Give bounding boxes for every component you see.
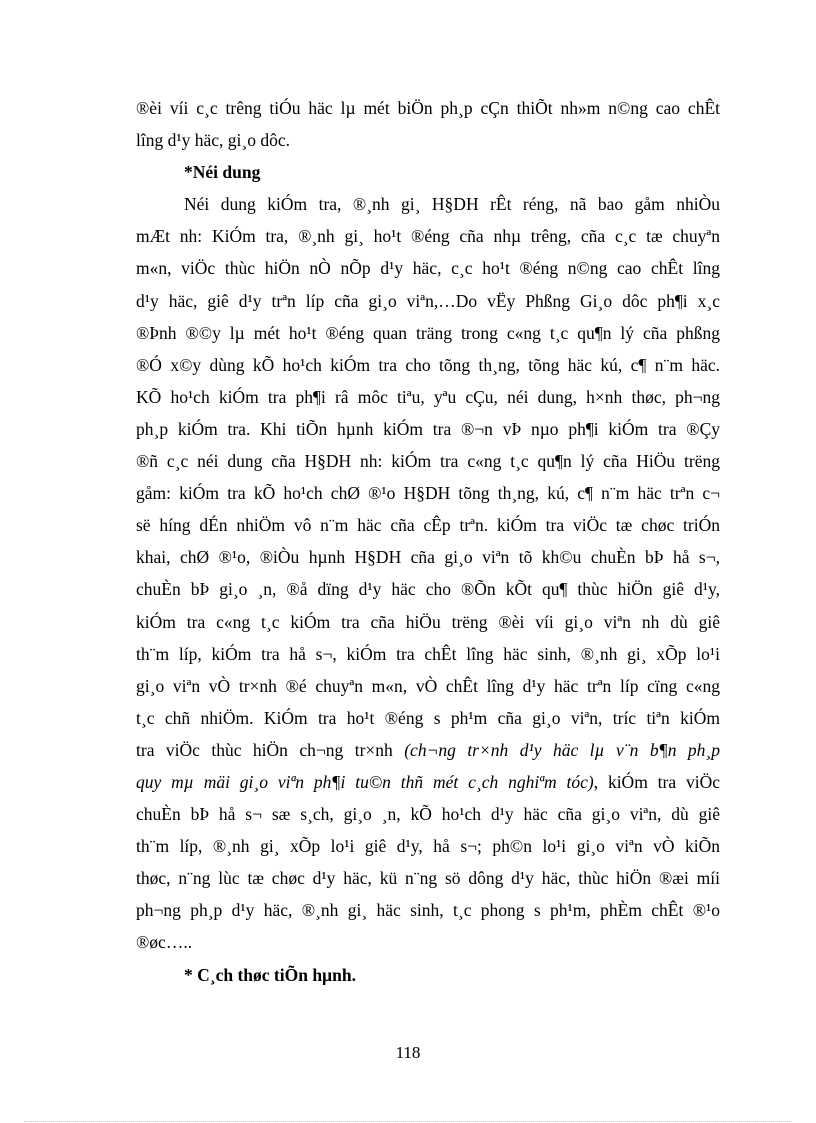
- italic-segment: quy mµ mäi gi¸o viªn ph¶i tu©n thñ mét c¸ch nghiªm tóc): [136, 771, 594, 792]
- text-line: thøc, n¨ng lùc tæ chøc d¹y häc, kü n¨ng sö dông d¹y häc, thùc hiÖn ®æi míi: [136, 868, 720, 889]
- page-number: 118: [395, 1043, 421, 1062]
- text-line: ph¬ng ph¸p d¹y häc, ®¸nh gi¸ häc sinh, t¸c phong s ph¹m, phÈm chÊt ®¹o: [136, 900, 720, 921]
- text-line: ®Ó x©y dùng kÕ ho¹ch kiÓm tra cho tõng th¸ng, tõng häc kú, c¶ n¨m häc.: [136, 354, 720, 375]
- footer-divider: [24, 1121, 792, 1122]
- text-line: *Néi dung: [184, 162, 261, 183]
- text-line: ®Þnh ®©y lµ mét ho¹t ®éng quan träng trong c«ng t¸c qu¶n lý cña phßng: [136, 322, 720, 343]
- text-line: ®èi víi c¸c trêng tiÓu häc lµ mét biÖn ph¸p cÇn thiÕt nh»m n©ng cao chÊt: [136, 98, 720, 118]
- text-segment: , kiÓm tra viÖc: [593, 771, 720, 792]
- text-line: th¨m líp, ®¸nh gi¸ xÕp lo¹i giê d¹y, hå s¬; ph©n lo¹i gi¸o viªn vÒ kiÕn: [136, 836, 720, 857]
- body-text: [136, 92, 720, 991]
- text-line: gi¸o viªn vÒ tr×nh ®é chuyªn m«n, vÒ chÊt lîng d¹y häc trªn líp cïng c«ng: [136, 675, 720, 696]
- text-line: [136, 734, 720, 766]
- text-line: së híng dÉn nhiÖm vô n¨m häc cña cÊp trªn. kiÓm tra viÖc tæ chøc triÓn: [136, 515, 720, 536]
- text-line: ®ñ c¸c néi dung cña H§DH nh: kiÓm tra c«ng t¸c qu¶n lý cña HiÖu trëng: [136, 451, 720, 472]
- text-line: t¸c chñ nhiÖm. KiÓm tra ho¹t ®éng s ph¹m cña gi¸o viªn, tríc tiªn kiÓm: [136, 707, 720, 728]
- text-segment: tra viÖc thùc hiÖn ch¬ng tr×nh: [136, 739, 405, 760]
- text-line: Néi dung kiÓm tra, ®¸nh gi¸ H§DH rÊt réng, nã bao gåm nhiÒu: [184, 194, 720, 215]
- italic-segment: (ch¬ng tr×nh d¹y häc lµ v¨n b¶n ph¸p: [404, 739, 721, 760]
- text-line: ®øc…..: [136, 932, 193, 953]
- text-line: * C¸ch thøc tiÕn hµnh.: [184, 964, 356, 985]
- text-line: ph¸p kiÓm tra. Khi tiÕn hµnh kiÓm tra ®¬n vÞ nµo ph¶i kiÓm tra ®Çy: [136, 418, 720, 439]
- text-line: chuÈn bÞ hå s¬ sæ s¸ch, gi¸o ¸n, kÕ ho¹ch d¹y häc cña gi¸o viªn, dù giê: [136, 804, 720, 825]
- text-line: KÕ ho¹ch kiÓm tra ph¶i râ môc tiªu, yªu cÇu, néi dung, h×nh thøc, ph¬ng: [136, 386, 720, 407]
- text-line: mÆt nh: KiÓm tra, ®¸nh gi¸ ho¹t ®éng cña nhµ trêng, cña c¸c tæ chuyªn: [136, 226, 720, 247]
- text-line: d¹y häc, giê d¹y trªn líp cña gi¸o viªn,…Do vËy Phßng Gi¸o dôc ph¶i x¸c: [136, 290, 720, 311]
- text-line: [136, 766, 720, 798]
- text-line: lîng d¹y häc, gi¸o dôc.: [136, 130, 290, 151]
- text-line: gåm: kiÓm tra kÕ ho¹ch chØ ®¹o H§DH tõng th¸ng, kú, c¶ n¨m häc trªn c¬: [136, 483, 720, 504]
- text-line: th¨m líp, kiÓm tra hå s¬, kiÓm tra chÊt lîng häc sinh, ®¸nh gi¸ xÕp lo¹i: [136, 643, 720, 664]
- text-line: chuÈn bÞ gi¸o ¸n, ®å dïng d¹y häc cho ®Õn kÕt qu¶ thùc hiÖn giê d¹y,: [136, 579, 720, 600]
- text-line: kiÓm tra c«ng t¸c kiÓm tra cña hiÖu trëng ®èi víi gi¸o viªn nh dù giê: [136, 611, 720, 632]
- text-line: m«n, viÖc thùc hiÖn nÒ nÕp d¹y häc, c¸c ho¹t ®éng n©ng cao chÊt lîng: [136, 258, 720, 279]
- text-line: khai, chØ ®¹o, ®iÒu hµnh H§DH cña gi¸o viªn tõ kh©u chuÈn bÞ hå s¬,: [136, 547, 720, 568]
